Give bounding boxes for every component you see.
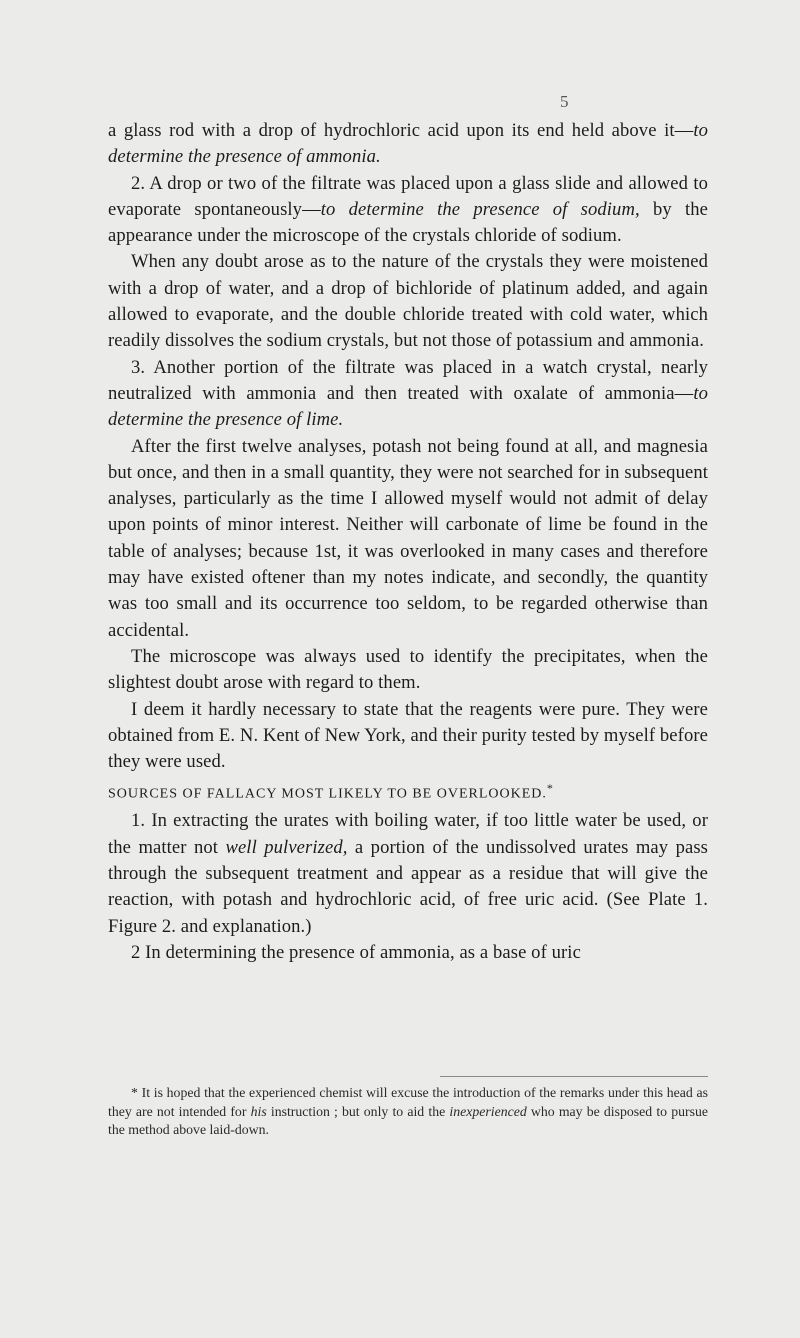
text-span: by the appearance under the microscope of the crystals chloride of sodium.: [108, 198, 708, 247]
italic-text: to determine the presence of lime.: [108, 382, 708, 431]
text-span: 3. Another portion of the filtrate was placed in a watch crystal, nearly neutralized with ammonia and then treated with oxalate of ammonia—: [108, 356, 708, 404]
paragraph: [108, 355, 708, 434]
paragraph: 2 In determining the presence of ammonia, as a base of uric: [131, 941, 581, 963]
text-span: who may be disposed to pursue the method above laid-down.: [108, 1103, 708, 1137]
text-span: 2. A drop or two of the filtrate was placed upon a glass slide and allowed to evaporate spontaneously—: [108, 172, 708, 220]
section-heading: [108, 775, 708, 808]
page-number: 5: [560, 92, 569, 111]
paragraph: The microscope was always used to identify the precipitates, when the slightest doubt arose with regard to them.: [108, 645, 708, 694]
paragraph: [108, 808, 708, 939]
italic-text: his: [250, 1103, 267, 1119]
heading-text: SOURCES OF FALLACY MOST LIKELY TO BE OVERLOOKED.: [108, 787, 547, 803]
body-text: [108, 118, 708, 966]
paragraph: I deem it hardly necessary to state that the reagents were pure. They were obtained from E. N. Kent of New York, and their purity tested by myself before they were used.: [108, 698, 708, 773]
paragraph: When any doubt arose as to the nature of the crystals they were moistened with a drop of water, and a drop of bichloride of platinum added, and again allowed to evaporate, and the double chloride treated with cold water, which readily dissolves the sodium crystals, but not those of potassium and ammonia.: [108, 251, 708, 352]
text-span: * It is hoped that the experienced chemist will excuse the introduction of the remarks under this head as they are not intended for: [108, 1085, 708, 1119]
paragraph: [108, 171, 708, 250]
italic-text: inexperienced: [449, 1103, 527, 1119]
footnote-divider: [440, 1076, 708, 1077]
text-span: 1. In extracting the urates with boiling water, if too little water be used, or the matter not: [108, 810, 708, 858]
text-span: a glass rod with a drop of hydrochloric acid upon its end held above it—: [108, 120, 694, 141]
italic-text: well pulverized,: [225, 836, 348, 858]
footnote: [108, 1084, 708, 1140]
paragraph: After the first twelve analyses, potash not being found at all, and magnesia but once, and then in a small quantity, they were not searched for in subsequent analyses, particularly as the time I allowed myself would not admit of delay upon points of minor interest. Neither will carbonate of lime be found in the table of analyses; because 1st, it was overlooked in many cases and therefore may have existed oftener than my notes indicate, and secondly, the quantity was too small and its occurrence too seldom, to be regarded otherwise than accidental.: [108, 435, 708, 641]
text-span: instruction ; but only to aid the: [266, 1103, 450, 1119]
paragraph: [108, 118, 708, 171]
italic-text: to determine the presence of ammonia.: [108, 120, 708, 168]
italic-text: to determine the presence of sodium,: [320, 198, 640, 220]
text-span: a portion of the undissolved urates may pass through the subsequent treatment and appear as a residue that will give the reaction, with potash and hydrochloric acid, of free uric acid. (See Plate 1. Figure 2. and explanation.): [108, 836, 708, 937]
footnote-mark: *: [546, 781, 554, 796]
